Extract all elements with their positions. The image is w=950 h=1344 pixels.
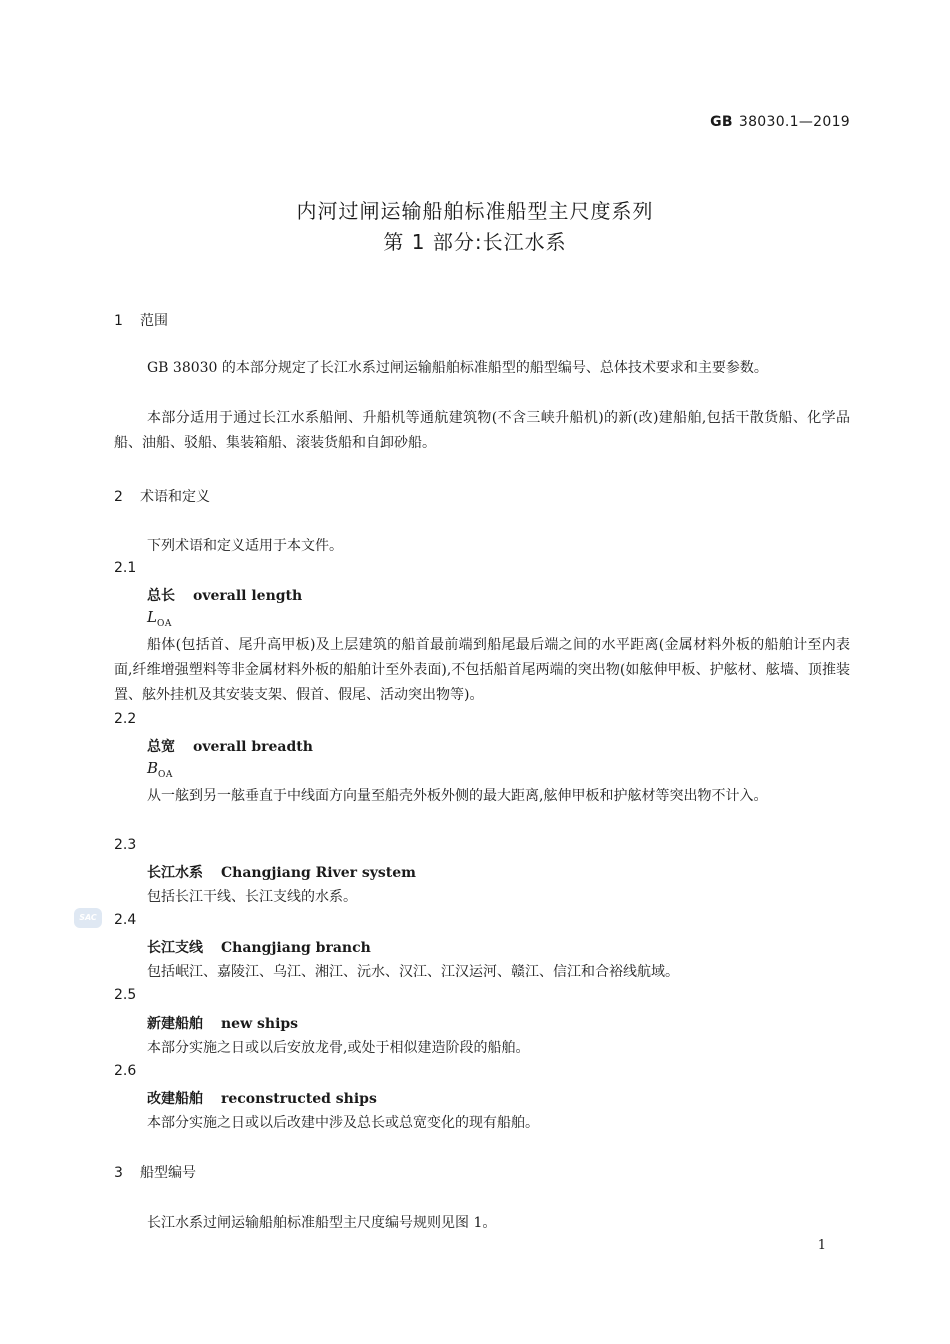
section-3-paragraph-1: 长江水系过闸运输船舶标准船型主尺度编号规则见图 1。	[147, 1215, 497, 1231]
page-number: 1	[817, 1238, 826, 1253]
section-title: 范围	[140, 313, 168, 329]
term-english: overall length	[193, 588, 303, 604]
clause-number: 2.4	[114, 912, 137, 928]
clause-number: 2.3	[114, 837, 137, 853]
term-entry	[147, 937, 371, 957]
term-definition: 包括岷江、嘉陵江、乌江、湘江、沅水、汉江、江汉运河、赣江、信江和合裕线航域。	[147, 964, 679, 980]
standard-code: 38030.1—2019	[738, 114, 850, 130]
symbol-letter: L	[147, 608, 157, 626]
section-2-intro: 下列术语和定义适用于本文件。	[147, 538, 343, 554]
term-entry	[147, 862, 416, 882]
term-entry	[147, 1013, 298, 1033]
term-definition: 从一舷到另一舷垂直于中线面方向量至船壳外板外侧的最大距离,舷伸甲板和护舷材等突出物不计入。	[147, 788, 768, 804]
term-english: Changjiang branch	[221, 940, 371, 956]
title-line-1: 内河过闸运输船舶标准船型主尺度系列	[296, 199, 654, 223]
section-1-heading	[114, 310, 168, 330]
term-definition: 本部分实施之日或以后安放龙骨,或处于相似建造阶段的船舶。	[147, 1040, 530, 1056]
term-symbol	[147, 608, 172, 629]
standard-number	[710, 114, 850, 130]
term-chinese: 新建船舶	[147, 1016, 203, 1032]
term-symbol	[147, 759, 173, 780]
title-line-2: 第 1 部分:长江水系	[383, 230, 567, 254]
term-english: reconstructed ships	[221, 1091, 377, 1107]
section-number: 1	[114, 313, 123, 329]
term-chinese: 总长	[147, 588, 175, 604]
standard-prefix: GB	[710, 114, 733, 130]
term-definition: 包括长江干线、长江支线的水系。	[147, 889, 357, 905]
term-chinese: 总宽	[147, 739, 175, 755]
clause-number: 2.1	[114, 560, 137, 576]
symbol-subscript: OA	[156, 619, 172, 629]
term-english: new ships	[221, 1016, 299, 1032]
section-number: 2	[114, 489, 123, 505]
clause-number: 2.5	[114, 987, 137, 1003]
term-english: overall breadth	[193, 739, 313, 755]
term-chinese: 长江水系	[147, 865, 203, 881]
section-1-paragraph-2: 本部分适用于通过长江水系船闸、升船机等通航建筑物(不含三峡升船机)的新(改)建船舶,包括干散货船、化学品船、油船、驳船、集装箱船、滚装货船和自卸砂船。	[114, 410, 850, 451]
term-entry	[147, 1088, 377, 1108]
section-number: 3	[114, 1165, 123, 1181]
section-title: 船型编号	[140, 1165, 196, 1181]
symbol-subscript: OA	[158, 770, 173, 780]
section-3-heading	[114, 1162, 196, 1182]
section-title: 术语和定义	[140, 489, 210, 505]
term-chinese: 长江支线	[147, 940, 203, 956]
term-entry	[147, 585, 302, 605]
symbol-letter: B	[147, 759, 159, 777]
clause-number: 2.2	[114, 711, 137, 727]
term-definition: 本部分实施之日或以后改建中涉及总长或总宽变化的现有船舶。	[147, 1115, 539, 1131]
term-definition: 船体(包括首、尾升高甲板)及上层建筑的船首最前端到船尾最后端之间的水平距离(金属材料外板的船舶计至内表面,纤维增强塑料等非金属材料外板的船舶计至外表面),不包括船首尾两端的突出物(如舷伸甲板、护舷材、舷墙、顶推装置、舷外挂机及其安装支架、假首、假尾、活动突出物等)。	[114, 637, 850, 703]
term-entry	[147, 736, 313, 756]
sac-watermark: SAC	[74, 908, 102, 928]
term-chinese: 改建船舶	[147, 1091, 203, 1107]
section-1-paragraph-1: GB 38030 的本部分规定了长江水系过闸运输船舶标准船型的船型编号、总体技术要求和主要参数。	[147, 360, 768, 376]
section-2-heading	[114, 486, 210, 506]
term-english: Changjiang River system	[221, 865, 416, 881]
document-title	[0, 196, 950, 258]
clause-number: 2.6	[114, 1063, 137, 1079]
